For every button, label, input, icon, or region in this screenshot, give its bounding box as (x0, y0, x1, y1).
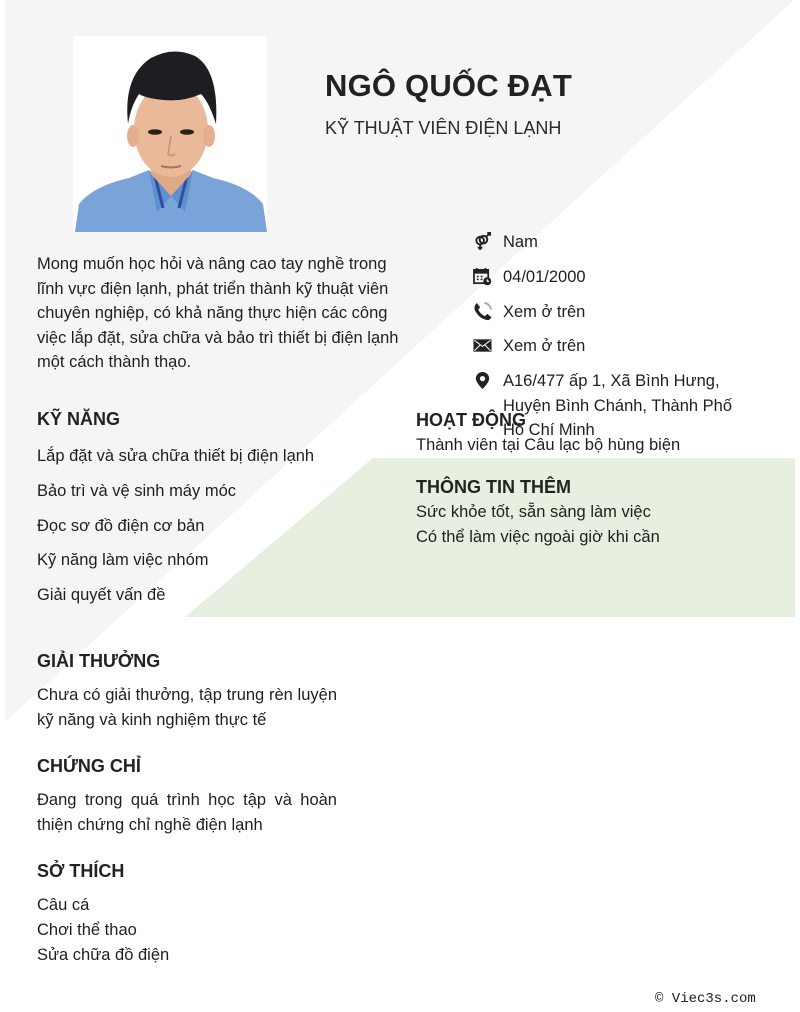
skills-title: KỸ NĂNG (37, 409, 121, 429)
skill-item: Kỹ năng làm việc nhóm (37, 551, 209, 570)
certificates-section (37, 756, 337, 838)
hobby-item: Câu cá (37, 896, 90, 914)
skill-item: Lắp đặt và sửa chữa thiết bị điện lạnh (37, 447, 315, 465)
contact-birthday (472, 265, 772, 290)
contact-info (472, 230, 772, 453)
copyright-footer: © Viec3s.com (655, 991, 756, 1007)
awards-title: GIẢI THƯỞNG (37, 651, 161, 671)
envelope-icon (472, 335, 493, 356)
phone-icon (472, 301, 493, 322)
extra-info-title: THÔNG TIN THÊM (416, 477, 571, 497)
awards-text: Chưa có giải thưởng, tập trung rèn luyện kỹ năng và kinh nghiệm thực tế (37, 686, 337, 729)
extra-info-item: Sức khỏe tốt, sẵn sàng làm việc (416, 503, 651, 521)
contact-gender (472, 230, 772, 255)
email-value: Xem ở trên (503, 337, 586, 356)
job-title: KỸ THUẬT VIÊN ĐIỆN LẠNH (325, 118, 562, 138)
skill-item: Giải quyết vấn đề (37, 586, 166, 605)
phone-value: Xem ở trên (503, 302, 586, 321)
map-pin-icon (472, 370, 493, 391)
contact-address (472, 369, 742, 443)
hobby-item: Chơi thể thao (37, 921, 137, 939)
certificates-title: CHỨNG CHỈ (37, 756, 141, 776)
activity-item: Thành viên tại Câu lạc bộ hùng biện (416, 436, 681, 454)
hobby-item: Sửa chữa đồ điện (37, 946, 170, 964)
skill-item: Đọc sơ đồ điện cơ bản (37, 516, 205, 535)
gender-value: Nam (503, 233, 538, 251)
calendar-icon (472, 266, 493, 287)
extra-info-item: Có thể làm việc ngoài giờ khi cần (416, 528, 660, 546)
address-value: A16/477 ấp 1, Xã Bình Hưng, Huyện Bình Chánh, Thành Phố Hồ Chí Minh (503, 372, 733, 440)
candidate-name: NGÔ QUỐC ĐẠT (325, 68, 572, 103)
birthday-value: 04/01/2000 (503, 267, 586, 286)
career-objective: Mong muốn học hỏi và nâng cao tay nghề trong lĩnh vực điện lạnh, phát triển thành kỹ thuật viên chuyên nghiệp, có khả năng thực hiện các công việc lắp đặt, sửa chữa và bảo trì thiết bị điện lạnh một cách thành thạo. (37, 255, 399, 372)
contact-phone (472, 300, 772, 325)
hobbies-section (37, 861, 337, 968)
contact-email (472, 334, 772, 359)
skill-item: Bảo trì và vệ sinh máy móc (37, 481, 236, 500)
activities-title: HOẠT ĐỘNG (416, 410, 526, 430)
gender-icon (472, 231, 493, 252)
extra-info-section (416, 477, 776, 550)
awards-section (37, 651, 337, 733)
skills-section (37, 409, 337, 620)
portrait-illustration (73, 36, 267, 232)
hobbies-title: SỞ THÍCH (37, 861, 125, 881)
certificates-text: Đang trong quá trình học tập và hoàn thiện chứng chỉ nghề điện lạnh (37, 791, 337, 834)
profile-photo (73, 36, 267, 232)
